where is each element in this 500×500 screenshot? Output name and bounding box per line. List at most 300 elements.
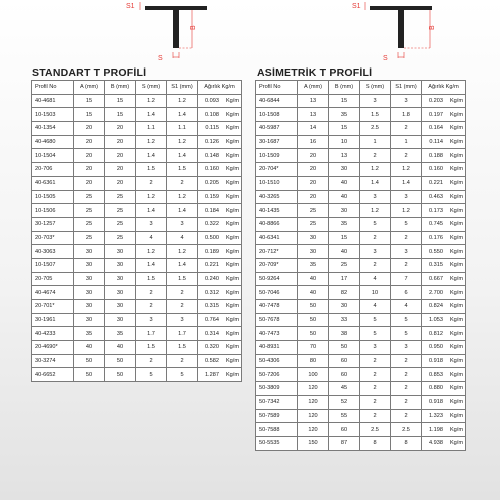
weight-unit: Kg/m (449, 139, 463, 146)
table-row (32, 108, 242, 122)
weight-value: 0.221 (204, 262, 219, 269)
s-cell: 5 (360, 327, 391, 341)
profile-no-cell: 40-3063 (32, 245, 74, 259)
table-body (32, 94, 242, 381)
profile-no-cell: 30-3274 (32, 354, 74, 368)
weight-value: 0.582 (204, 358, 219, 365)
table-row (32, 135, 242, 149)
weight-cell (422, 258, 466, 272)
b-cell: 60 (329, 423, 360, 437)
weight-value: 0.164 (428, 125, 443, 132)
col-s-mm-header: S (mm) (360, 81, 391, 95)
a-cell: 20 (74, 149, 105, 163)
b-cell: 20 (105, 176, 136, 190)
s-cell: 1.2 (136, 135, 167, 149)
b-cell: 33 (329, 313, 360, 327)
profile-no-cell: 20-709* (256, 258, 298, 272)
weight-value: 0.950 (428, 344, 443, 351)
col-profile-no-header: Profil No (256, 81, 298, 95)
weight-value: 1.287 (204, 371, 219, 378)
b-cell: 15 (329, 94, 360, 108)
profile-no-cell: 20-706 (32, 163, 74, 177)
weight-unit: Kg/m (449, 289, 463, 296)
s1-cell: 2 (391, 382, 422, 396)
weight-unit: Kg/m (449, 358, 463, 365)
weight-value: 2.700 (428, 289, 443, 296)
profile-no-cell: 40-6652 (32, 368, 74, 382)
weight-value: 0.315 (204, 303, 219, 310)
a-cell: 16 (298, 135, 329, 149)
weight-unit: Kg/m (449, 399, 463, 406)
s1-cell: 2.5 (391, 423, 422, 437)
weight-cell (198, 176, 242, 190)
weight-value: 0.312 (204, 289, 219, 296)
weight-unit: Kg/m (449, 412, 463, 419)
weight-value: 0.463 (428, 193, 443, 200)
s1-cell: 4 (391, 300, 422, 314)
weight-cell (198, 300, 242, 314)
s1-cell: 1.4 (167, 258, 198, 272)
s-label: S (158, 55, 163, 62)
profile-no-cell: 30-1687 (256, 135, 298, 149)
profile-no-cell: 40-6844 (256, 94, 298, 108)
a-cell: 25 (298, 217, 329, 231)
weight-cell (422, 341, 466, 355)
table-row (256, 423, 466, 437)
s-cell: 2 (136, 176, 167, 190)
weight-cell (422, 245, 466, 259)
a-cell: 25 (74, 217, 105, 231)
a-cell: 25 (74, 204, 105, 218)
table-row (256, 217, 466, 231)
a-cell: 20 (298, 163, 329, 177)
weight-unit: Kg/m (225, 139, 239, 146)
profile-no-cell: 20-704* (256, 163, 298, 177)
weight-value: 0.148 (204, 152, 219, 159)
col-profile-no-header: Profil No (32, 81, 74, 95)
weight-value: 0.500 (204, 234, 219, 241)
table-row (256, 176, 466, 190)
t-profile-diagram-left (120, 0, 230, 62)
b-cell: 50 (105, 368, 136, 382)
table-row (256, 409, 466, 423)
a-cell: 20 (298, 190, 329, 204)
b-cell: 20 (105, 149, 136, 163)
weight-value: 0.115 (205, 125, 219, 132)
s1-cell: 1.5 (167, 341, 198, 355)
s-cell: 2 (360, 258, 391, 272)
s1-cell: 3 (167, 313, 198, 327)
table-row (256, 258, 466, 272)
s1-label: S1 (352, 3, 361, 10)
s1-cell: 5 (391, 327, 422, 341)
weight-value: 0.918 (428, 399, 443, 406)
weight-unit: Kg/m (449, 275, 463, 282)
s-cell: 3 (136, 313, 167, 327)
b-cell: 17 (329, 272, 360, 286)
col-s-mm-header: S (mm) (136, 81, 167, 95)
profile-no-cell: 10-1508 (256, 108, 298, 122)
weight-cell (198, 354, 242, 368)
weight-cell (422, 190, 466, 204)
weight-value: 0.314 (204, 330, 219, 337)
a-cell: 15 (74, 94, 105, 108)
a-cell: 50 (74, 368, 105, 382)
a-cell: 50 (298, 313, 329, 327)
s-cell: 5 (360, 217, 391, 231)
b-cell: 35 (329, 217, 360, 231)
table-row (32, 313, 242, 327)
a-cell: 25 (74, 231, 105, 245)
weight-unit: Kg/m (449, 166, 463, 173)
weight-value: 0.093 (204, 98, 219, 105)
profile-no-cell: 30-1961 (32, 313, 74, 327)
table-row (32, 368, 242, 382)
table-row (256, 368, 466, 382)
s1-cell: 1.4 (167, 108, 198, 122)
weight-cell (422, 300, 466, 314)
profile-no-cell: 10-1510 (256, 176, 298, 190)
table-row (32, 217, 242, 231)
weight-value: 1.198 (428, 426, 443, 433)
table-header (32, 81, 242, 95)
weight-value: 0.853 (428, 371, 443, 378)
profile-no-cell: 20-703* (32, 231, 74, 245)
profile-no-cell: 20-712* (256, 245, 298, 259)
table-row (256, 327, 466, 341)
table-row (32, 204, 242, 218)
s-cell: 4 (136, 231, 167, 245)
weight-value: 0.197 (428, 111, 443, 118)
a-cell: 30 (74, 245, 105, 259)
b-cell: 40 (329, 245, 360, 259)
weight-cell (422, 231, 466, 245)
s1-cell: 3 (391, 341, 422, 355)
s1-cell: 4 (167, 231, 198, 245)
weight-value: 0.918 (428, 358, 443, 365)
weight-unit: Kg/m (225, 166, 239, 173)
a-cell: 40 (298, 286, 329, 300)
table-row (32, 231, 242, 245)
table-row (32, 300, 242, 314)
s1-cell: 2 (391, 368, 422, 382)
s1-cell: 1.2 (167, 190, 198, 204)
profile-no-cell: 50-3809 (256, 382, 298, 396)
table-row (32, 190, 242, 204)
table-row (256, 94, 466, 108)
b-cell: 25 (105, 231, 136, 245)
s-cell: 2 (360, 382, 391, 396)
s-cell: 3 (360, 190, 391, 204)
a-cell: 30 (298, 245, 329, 259)
weight-unit: Kg/m (449, 221, 463, 228)
weight-unit: Kg/m (225, 317, 239, 324)
profile-no-cell: 40-3265 (256, 190, 298, 204)
table-row (256, 286, 466, 300)
s-cell: 5 (360, 313, 391, 327)
weight-cell (422, 382, 466, 396)
weight-unit: Kg/m (449, 98, 463, 105)
weight-cell (422, 217, 466, 231)
s-cell: 5 (136, 368, 167, 382)
weight-value: 0.189 (204, 248, 219, 255)
profile-no-cell: 40-7478 (256, 300, 298, 314)
weight-value: 0.114 (429, 139, 443, 146)
b-cell: 50 (105, 354, 136, 368)
s-cell: 1.4 (136, 149, 167, 163)
s-cell: 1.7 (136, 327, 167, 341)
s-cell: 4 (360, 300, 391, 314)
a-cell: 20 (74, 122, 105, 136)
weight-cell (422, 204, 466, 218)
profile-no-cell: 40-6361 (32, 176, 74, 190)
s1-cell: 2 (167, 176, 198, 190)
weight-unit: Kg/m (449, 207, 463, 214)
s1-cell: 1.4 (391, 176, 422, 190)
weight-unit: Kg/m (225, 125, 239, 132)
b-cell: 15 (329, 122, 360, 136)
table-row (256, 190, 466, 204)
weight-unit: Kg/m (449, 234, 463, 241)
s1-cell: 2 (167, 354, 198, 368)
a-cell: 40 (298, 272, 329, 286)
a-cell: 20 (298, 149, 329, 163)
b-cell: 30 (105, 258, 136, 272)
a-cell: 40 (74, 341, 105, 355)
table-row (32, 122, 242, 136)
s-cell: 1.4 (136, 258, 167, 272)
weight-value: 0.880 (428, 385, 443, 392)
s-cell: 1.5 (136, 163, 167, 177)
weight-cell (422, 94, 466, 108)
weight-cell (198, 327, 242, 341)
b-cell: 50 (329, 341, 360, 355)
profile-no-cell: 40-4233 (32, 327, 74, 341)
weight-unit: Kg/m (449, 426, 463, 433)
weight-cell (422, 149, 466, 163)
profile-no-cell: 30-1257 (32, 217, 74, 231)
a-cell: 50 (298, 300, 329, 314)
s1-cell: 8 (391, 436, 422, 450)
s-label: S (383, 55, 388, 62)
table-row (256, 436, 466, 450)
col-b-mm-header: B (mm) (105, 81, 136, 95)
a-cell: 20 (74, 176, 105, 190)
a-cell: 13 (298, 108, 329, 122)
a-cell: 120 (298, 382, 329, 396)
profile-no-cell: 40-7473 (256, 327, 298, 341)
table-row (32, 286, 242, 300)
s-cell: 2 (136, 300, 167, 314)
weight-unit: Kg/m (225, 248, 239, 255)
profile-no-cell: 40-1435 (256, 204, 298, 218)
s1-cell: 1.7 (167, 327, 198, 341)
t-web (173, 10, 179, 48)
s-cell: 2.5 (360, 423, 391, 437)
b-cell: 10 (329, 135, 360, 149)
profile-no-cell: 20-701* (32, 300, 74, 314)
b-cell: 30 (329, 163, 360, 177)
a-cell: 14 (298, 122, 329, 136)
s-cell: 2 (136, 354, 167, 368)
table-row (256, 122, 466, 136)
s-cell: 1.4 (360, 176, 391, 190)
weight-unit: Kg/m (449, 248, 463, 255)
weight-unit: Kg/m (225, 275, 239, 282)
table-row (32, 176, 242, 190)
b-cell: 25 (329, 258, 360, 272)
a-cell: 100 (298, 368, 329, 382)
b-label: B (429, 25, 436, 30)
profile-no-cell: 50-9264 (256, 272, 298, 286)
s1-cell: 3 (391, 190, 422, 204)
profile-no-cell: 40-4674 (32, 286, 74, 300)
profile-no-cell: 50-7589 (256, 409, 298, 423)
a-cell: 120 (298, 395, 329, 409)
weight-unit: Kg/m (449, 317, 463, 324)
a-cell: 15 (74, 108, 105, 122)
a-cell: 35 (74, 327, 105, 341)
b-cell: 38 (329, 327, 360, 341)
weight-unit: Kg/m (225, 371, 239, 378)
s1-cell: 1.5 (167, 272, 198, 286)
weight-unit: Kg/m (225, 98, 239, 105)
profile-no-cell: 50-7206 (256, 368, 298, 382)
weight-unit: Kg/m (225, 193, 239, 200)
b-cell: 30 (105, 245, 136, 259)
weight-cell (198, 286, 242, 300)
col-weight-header: Ağırlık Kg/m (198, 81, 242, 95)
profile-no-cell: 50-4306 (256, 354, 298, 368)
s-cell: 3 (360, 94, 391, 108)
s1-cell: 1.2 (167, 245, 198, 259)
weight-unit: Kg/m (225, 330, 239, 337)
a-cell: 120 (298, 423, 329, 437)
s-cell: 2.5 (360, 122, 391, 136)
b-cell: 30 (105, 286, 136, 300)
weight-unit: Kg/m (225, 221, 239, 228)
asymmetric-t-profile-table (255, 80, 466, 451)
s-cell: 3 (360, 341, 391, 355)
table-row (32, 258, 242, 272)
standard-t-profile-table (31, 80, 242, 382)
weight-cell (198, 313, 242, 327)
b-cell: 40 (329, 176, 360, 190)
table-row (256, 245, 466, 259)
b-cell: 30 (329, 300, 360, 314)
weight-value: 0.159 (204, 193, 219, 200)
profile-no-cell: 10-1504 (32, 149, 74, 163)
weight-value: 0.745 (428, 221, 443, 228)
weight-value: 0.173 (428, 207, 443, 214)
table-row (256, 204, 466, 218)
weight-unit: Kg/m (449, 125, 463, 132)
s-cell: 8 (360, 436, 391, 450)
table-row (32, 341, 242, 355)
weight-cell (422, 423, 466, 437)
s-cell: 2 (360, 395, 391, 409)
b-cell: 13 (329, 149, 360, 163)
s-cell: 1.2 (360, 204, 391, 218)
s-cell: 4 (360, 272, 391, 286)
table-row (256, 395, 466, 409)
weight-cell (422, 327, 466, 341)
profile-no-cell: 10-1509 (256, 149, 298, 163)
weight-cell (198, 108, 242, 122)
a-cell: 30 (74, 286, 105, 300)
weight-value: 0.667 (428, 275, 443, 282)
s1-cell: 2 (391, 231, 422, 245)
profile-no-cell: 20-705 (32, 272, 74, 286)
s1-cell: 5 (391, 217, 422, 231)
table-row (32, 94, 242, 108)
col-a-mm-header: A (mm) (298, 81, 329, 95)
table-row (256, 313, 466, 327)
s1-cell: 2 (391, 395, 422, 409)
weight-value: 0.126 (204, 139, 219, 146)
s-cell: 3 (360, 245, 391, 259)
weight-unit: Kg/m (449, 152, 463, 159)
header-row (256, 81, 466, 95)
profile-no-cell: 10-1506 (32, 204, 74, 218)
b-cell: 55 (329, 409, 360, 423)
table-row (32, 354, 242, 368)
weight-unit: Kg/m (449, 193, 463, 200)
s-cell: 2 (360, 149, 391, 163)
s1-cell: 1.4 (167, 204, 198, 218)
b-cell: 60 (329, 368, 360, 382)
s-cell: 2 (360, 368, 391, 382)
s-cell: 1.4 (136, 204, 167, 218)
col-weight-header: Ağırlık Kg/m (422, 81, 466, 95)
weight-unit: Kg/m (449, 371, 463, 378)
s1-cell: 1.5 (167, 163, 198, 177)
col-s1-mm-header: S1 (mm) (391, 81, 422, 95)
s-cell: 1.4 (136, 108, 167, 122)
weight-cell (422, 272, 466, 286)
a-cell: 35 (298, 258, 329, 272)
s1-cell: 2 (391, 149, 422, 163)
weight-cell (198, 149, 242, 163)
weight-value: 0.188 (428, 152, 443, 159)
s-cell: 1.2 (360, 163, 391, 177)
a-cell: 20 (74, 163, 105, 177)
b-cell: 35 (105, 327, 136, 341)
weight-cell (198, 94, 242, 108)
s1-cell: 2 (391, 409, 422, 423)
s-cell: 2 (360, 354, 391, 368)
a-cell: 120 (298, 409, 329, 423)
b-cell: 40 (105, 341, 136, 355)
b-cell: 15 (105, 94, 136, 108)
profile-no-cell: 50-7046 (256, 286, 298, 300)
s1-cell: 3 (391, 94, 422, 108)
weight-cell (422, 409, 466, 423)
b-cell: 25 (105, 217, 136, 231)
b-cell: 30 (105, 300, 136, 314)
b-cell: 15 (329, 231, 360, 245)
a-cell: 30 (74, 272, 105, 286)
table-row (256, 341, 466, 355)
a-cell: 25 (298, 204, 329, 218)
s-cell: 2 (360, 231, 391, 245)
profile-no-cell: 10-1507 (32, 258, 74, 272)
table-row (256, 231, 466, 245)
profile-no-cell: 50-5535 (256, 436, 298, 450)
s-cell: 1.5 (136, 272, 167, 286)
b-cell: 40 (329, 190, 360, 204)
weight-unit: Kg/m (449, 111, 463, 118)
